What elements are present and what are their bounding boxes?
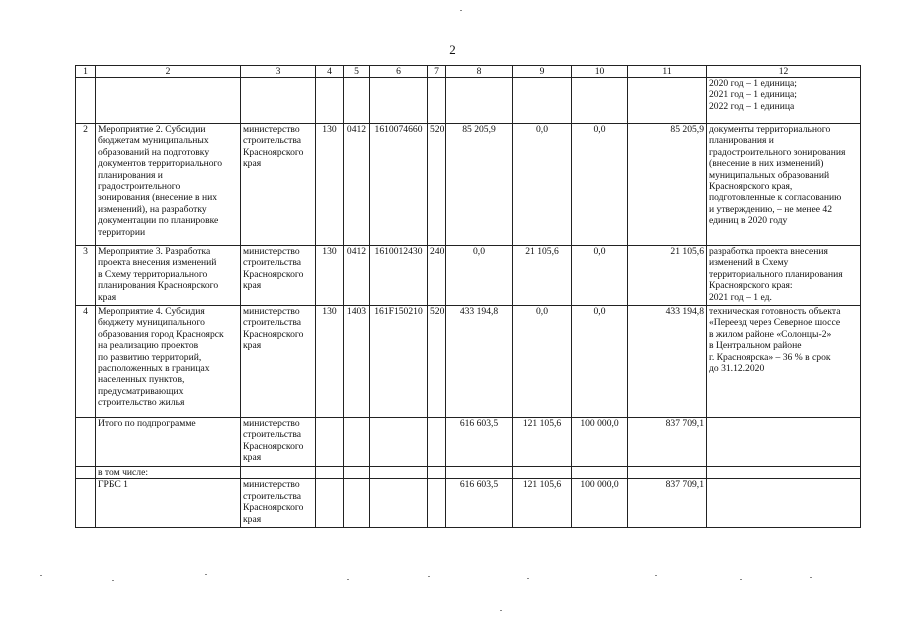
code-cell: 0412 [344,124,370,246]
table-row [76,78,861,124]
total-label: Итого по подпрограмме [96,418,241,467]
column-header: 6 [370,66,428,78]
amount-cell: 0,0 [572,246,628,306]
grbs1-row [76,479,861,528]
column-header: 12 [707,66,861,78]
column-header: 11 [628,66,707,78]
amount-cell: 121 105,6 [513,479,572,528]
scan-speck [500,610,502,611]
amount-cell: 0,0 [446,246,513,306]
result-cell: разработка проекта внесения изменений в Схему территориального планирования Красноярского края: 2021 год – 1 ед. [707,246,861,306]
grbs-cell: министерство строительства Красноярского края [241,246,316,306]
column-header: 4 [316,66,344,78]
amount-cell: 0,0 [572,306,628,418]
table-row [76,306,861,418]
column-number-row [76,66,861,78]
amount-cell: 85 205,9 [628,124,707,246]
column-header: 9 [513,66,572,78]
result-cell: техническая готовность объекта «Переезд через Северное шоссе в жилом районе «Солонцы-2» в Центральном районе г. Красноярска» – 36 % в срок до 31.12.2020 [707,306,861,418]
scan-speck [527,578,529,579]
amount-cell: 837 709,1 [628,418,707,467]
measure-name: Мероприятие 4. Субсидия бюджету муниципального образования город Красноярск на реализацию проектов по развитию территорий, расположенных в границах населенных пунктов, предусматривающих строительство жилья [96,306,241,418]
grbs-cell: министерство строительства Красноярского края [241,124,316,246]
column-header: 7 [428,66,446,78]
scan-speck [112,580,114,581]
amount-cell: 0,0 [513,124,572,246]
scan-speck [205,574,207,575]
column-header: 3 [241,66,316,78]
row-number: 4 [76,306,96,418]
code-cell: 1610074660 [370,124,428,246]
including-row [76,467,861,479]
result-cell: документы территориального планирования и градостроительного зонирования (внесение в них изменений) муниципальных образований Красноярского края, подготовленные к согласованию и утверждению, – не менее 42 единиц в 2020 году [707,124,861,246]
amount-cell: 0,0 [513,306,572,418]
amount-cell: 21 105,6 [628,246,707,306]
column-header: 5 [344,66,370,78]
column-header: 8 [446,66,513,78]
scan-speck [655,575,657,576]
measure-name: Мероприятие 2. Субсидии бюджетам муниципальных образований на подготовку документов территориального планирования и градостроительного зонирования (внесение в них изменений), на разработку документации по планировке территории [96,124,241,246]
amount-cell: 616 603,5 [446,418,513,467]
amount-cell: 100 000,0 [572,418,628,467]
scan-speck [740,579,742,580]
scan-speck [347,579,349,580]
page-number: 2 [449,42,456,57]
amount-cell: 121 105,6 [513,418,572,467]
row-number: 2 [76,124,96,246]
code-cell: 520 [428,306,446,418]
scan-speck [40,575,42,576]
amount-cell: 616 603,5 [446,479,513,528]
amount-cell: 100 000,0 [572,479,628,528]
amount-cell: 433 194,8 [446,306,513,418]
amount-cell: 21 105,6 [513,246,572,306]
measure-name: Мероприятие 3. Разработка проекта внесения изменений в Схему территориального планирования Красноярского края [96,246,241,306]
code-cell: 1610012430 [370,246,428,306]
scan-speck [810,577,812,578]
code-cell: 0412 [344,246,370,306]
code-cell: 1403 [344,306,370,418]
code-cell: 130 [316,124,344,246]
code-cell: 130 [316,246,344,306]
result-cell: 2020 год – 1 единица; 2021 год – 1 единица; 2022 год – 1 единица [707,78,861,124]
total-row [76,418,861,467]
amount-cell: 85 205,9 [446,124,513,246]
grbs-cell: министерство строительства Красноярского края [241,306,316,418]
code-cell: 130 [316,306,344,418]
table-row [76,124,861,246]
amount-cell: 433 194,8 [628,306,707,418]
column-header: 10 [572,66,628,78]
table-row [76,246,861,306]
scan-speck [428,576,430,577]
subprogram-table [75,65,861,528]
column-header: 2 [96,66,241,78]
code-cell: 240 [428,246,446,306]
including-label: в том числе: [96,467,241,479]
column-header: 1 [76,66,96,78]
amount-cell: 0,0 [572,124,628,246]
grbs1-label: ГРБС 1 [96,479,241,528]
amount-cell: 837 709,1 [628,479,707,528]
grbs-cell: министерство строительства Красноярского края [241,479,316,528]
row-number: 3 [76,246,96,306]
code-cell: 520 [428,124,446,246]
code-cell: 161F150210 [370,306,428,418]
scan-speck [460,10,462,11]
grbs-cell: министерство строительства Красноярского края [241,418,316,467]
